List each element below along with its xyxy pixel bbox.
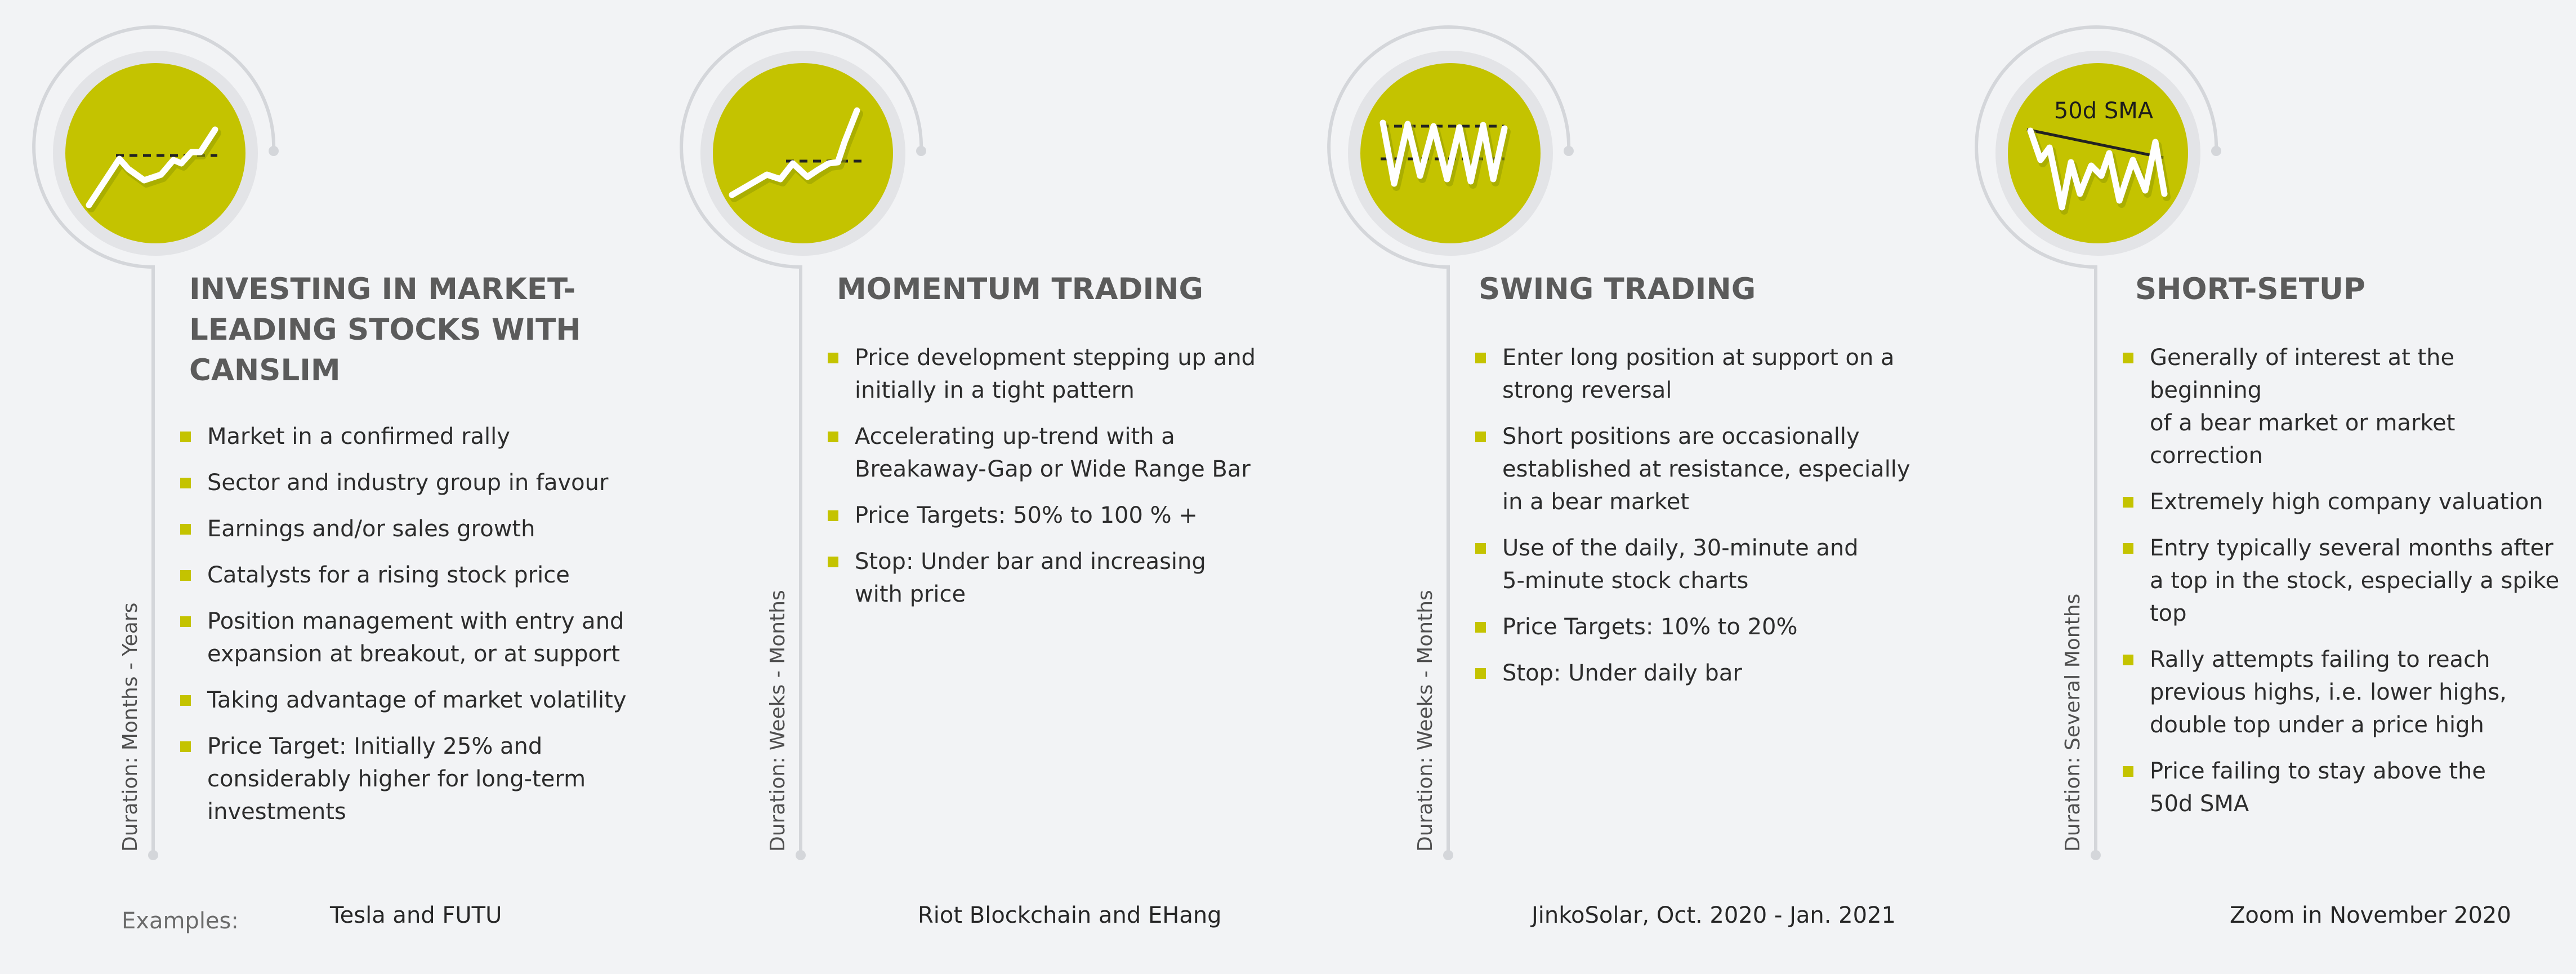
criteria-item: Use of the daily, 30-minute and 5-minute stock charts xyxy=(1475,532,1926,597)
criteria-item: Catalysts for a rising stock price xyxy=(180,559,631,591)
criteria-item: Generally of interest at the beginning of a bear market or market correction xyxy=(2123,341,2573,472)
swing-chart-icon xyxy=(1360,63,1541,243)
example-text: Riot Blockchain and EHang xyxy=(918,902,1222,928)
strategy-column-canslim xyxy=(0,0,642,974)
criteria-item: Enter long position at support on a strong reversal xyxy=(1475,341,1926,407)
criteria-item: Price Target: Initially 25% and considerably higher for long-term investments xyxy=(180,730,631,828)
criteria-item: Price Targets: 10% to 20% xyxy=(1475,611,1926,643)
criteria-item: Stop: Under daily bar xyxy=(1475,657,1926,690)
strategy-title: SHORT-SETUP xyxy=(2135,272,2365,306)
criteria-item: Price failing to stay above the 50d SMA xyxy=(2123,755,2573,820)
example-text: Zoom in November 2020 xyxy=(2230,902,2511,928)
examples-label: Examples: xyxy=(122,908,239,934)
criteria-item: Earnings and/or sales growth xyxy=(180,513,631,545)
criteria-item: Accelerating up-trend with a Breakaway-Gap or Wide Range Bar xyxy=(828,420,1278,486)
strategy-column-short-setup xyxy=(1943,0,2576,974)
strategy-title: MOMENTUM TRADING xyxy=(837,272,1204,306)
strategy-title: SWING TRADING xyxy=(1479,272,1756,306)
criteria-item: Price Targets: 50% to 100 % + xyxy=(828,499,1278,532)
cup-breakout-chart-icon xyxy=(65,63,245,243)
strategy-title: INVESTING IN MARKET- LEADING STOCKS WITH CANSLIM xyxy=(189,272,581,388)
duration-label: Duration: Months - Years xyxy=(119,602,142,852)
criteria-item: Short positions are occasionally established at resistance, especially in a bear market xyxy=(1475,420,1926,518)
example-text: Tesla and FUTU xyxy=(330,902,502,928)
duration-label: Duration: Weeks - Months xyxy=(1414,590,1437,852)
sma-label: 50d SMA xyxy=(2053,98,2154,124)
momentum-chart-icon xyxy=(713,63,893,243)
example-text: JinkoSolar, Oct. 2020 - Jan. 2021 xyxy=(1532,902,1896,928)
duration-label: Duration: Weeks - Months xyxy=(766,590,789,852)
criteria-item: Extremely high company valuation xyxy=(2123,486,2573,518)
criteria-item: Price development stepping up and initially in a tight pattern xyxy=(828,341,1278,407)
criteria-item: Entry typically several months after a top in the stock, especially a spike top xyxy=(2123,532,2573,630)
strategy-column-momentum xyxy=(648,0,1289,974)
strategy-column-swing xyxy=(1295,0,1937,974)
criteria-item: Position management with entry and expansion at breakout, or at support xyxy=(180,605,631,670)
criteria-item: Stop: Under bar and increasing with price xyxy=(828,545,1278,611)
duration-label: Duration: Several Months xyxy=(2061,593,2084,852)
strategy-criteria-list xyxy=(2123,341,2573,834)
strategy-criteria-list xyxy=(180,420,631,842)
criteria-item: Taking advantage of market volatility xyxy=(180,684,631,717)
strategy-criteria-list xyxy=(828,341,1278,624)
criteria-item: Market in a confirmed rally xyxy=(180,420,631,453)
criteria-item: Rally attempts failing to reach previous highs, i.e. lower highs, double top under a price high xyxy=(2123,643,2573,741)
strategy-criteria-list xyxy=(1475,341,1926,703)
criteria-item: Sector and industry group in favour xyxy=(180,466,631,499)
short-setup-chart-icon xyxy=(2008,63,2188,243)
